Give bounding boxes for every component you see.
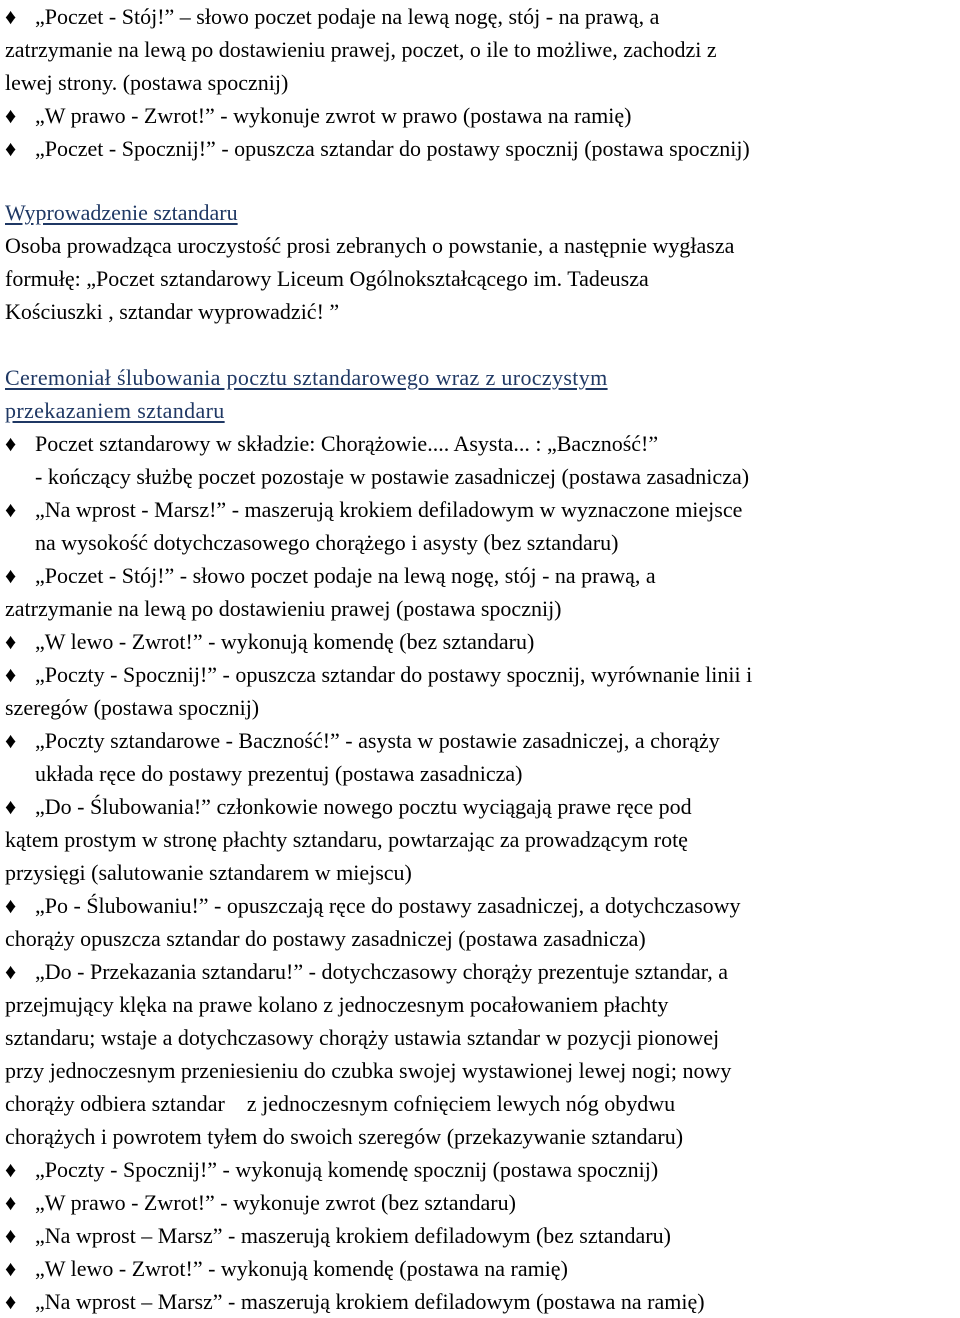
- text-line: chorążych i powrotem tyłem do swoich szeregów (przekazywanie sztandaru): [5, 1124, 684, 1149]
- text-line: Kościuszki , sztandar wyprowadzić! ”: [5, 299, 340, 324]
- text-line: na wysokość dotychczasowego chorążego i asysty (bez sztandaru): [35, 530, 619, 555]
- text-line: układa ręce do postawy prezentuj (postawa zasadnicza): [35, 761, 523, 786]
- list-item: ♦ „Do - Przekazania sztandaru!” - dotychczasowy chorąży prezentuje sztandar, a: [5, 955, 957, 988]
- text-line: ♦ „Poczet - Spocznij!” - opuszcza sztandar do postawy spocznij (postawa spocznij): [5, 132, 957, 165]
- text-line: sztandaru; wstaje a dotychczasowy chorąży ustawia sztandar w pozycji pionowej: [5, 1025, 720, 1050]
- text-line: zatrzymanie na lewą po dostawieniu prawej, poczet, o ile to możliwe, zachodzi z: [5, 37, 717, 62]
- diamond-bullet-icon: ♦: [5, 563, 17, 588]
- diamond-bullet-icon: ♦: [5, 103, 17, 128]
- diamond-bullet-icon: ♦: [5, 629, 17, 654]
- diamond-bullet-icon: ♦: [5, 794, 17, 819]
- text-line: kątem prostym w stronę płachty sztandaru, powtarzając za prowadzącym rotę: [5, 827, 688, 852]
- text-line: przy jednoczesnym przeniesieniu do czubka swojej wystawionej lewej nogi; nowy: [5, 1058, 732, 1083]
- text-line: chorąży opuszcza sztandar do postawy zasadniczej (postawa zasadnicza): [5, 926, 646, 951]
- list-item: ♦ Poczet sztandarowy w składzie: Chorążowie.... Asysta... : „Baczność!”: [5, 427, 957, 460]
- list-item: ♦ „Poczty - Spocznij!” - wykonują komendę spocznij (postawa spocznij): [5, 1153, 957, 1186]
- diamond-bullet-icon: ♦: [5, 497, 17, 522]
- diamond-bullet-icon: ♦: [5, 959, 17, 984]
- text-line: ♦ „W prawo - Zwrot!” - wykonuje zwrot w prawo (postawa na ramię): [5, 99, 957, 132]
- diamond-bullet-icon: ♦: [5, 431, 17, 456]
- list-item: ♦ „Poczet - Stój!” - słowo poczet podaje na lewą nogę, stój - na prawą, a: [5, 559, 957, 592]
- diamond-bullet-icon: ♦: [5, 1190, 17, 1215]
- diamond-bullet-icon: ♦: [5, 1289, 17, 1314]
- diamond-bullet-icon: ♦: [5, 662, 17, 687]
- section-heading: Ceremoniał ślubowania pocztu sztandarowego wraz z uroczystym: [5, 365, 608, 390]
- text-line: - kończący służbę poczet pozostaje w postawie zasadniczej (postawa zasadnicza): [35, 464, 750, 489]
- list-item: ♦ „W prawo - Zwrot!” - wykonuje zwrot (bez sztandaru): [5, 1186, 957, 1219]
- list-item: ♦ „Po - Ślubowaniu!” - opuszczają ręce do postawy zasadniczej, a dotychczasowy: [5, 889, 957, 922]
- diamond-bullet-icon: ♦: [5, 136, 17, 161]
- list-item: ♦ „Na wprost – Marsz” - maszerują krokiem defiladowym (bez sztandaru): [5, 1219, 957, 1252]
- diamond-bullet-icon: ♦: [5, 1223, 17, 1248]
- list-item: ♦ „Na wprost - Marsz!” - maszerują krokiem defiladowym w wyznaczone miejsce: [5, 493, 957, 526]
- list-item: ♦ „Do - Ślubowania!” członkowie nowego pocztu wyciągają prawe ręce pod: [5, 790, 957, 823]
- intro-commands: [5, 0, 957, 165]
- list-item: ♦ „Na wprost – Marsz” - maszerują krokiem defiladowym (postawa na ramię): [5, 1285, 957, 1318]
- section-ceremonial: [5, 361, 957, 1318]
- text-line: Osoba prowadząca uroczystość prosi zebranych o powstanie, a następnie wygłasza: [5, 233, 735, 258]
- list-item: ♦ „Poczty - Spocznij!” - opuszcza sztandar do postawy spocznij, wyrównanie linii i: [5, 658, 957, 691]
- text-line: formułę: „Poczet sztandarowy Liceum Ogólnokształcącego im. Tadeusza: [5, 266, 649, 291]
- list-item: ♦ „W lewo - Zwrot!” - wykonują komendę (postawa na ramię): [5, 1252, 957, 1285]
- list-item: ♦ „W lewo - Zwrot!” - wykonują komendę (bez sztandaru): [5, 625, 957, 658]
- diamond-bullet-icon: ♦: [5, 1157, 17, 1182]
- text-line: przejmujący klęka na prawe kolano z jednoczesnym pocałowaniem płachty: [5, 992, 669, 1017]
- list-item: ♦ „Poczty sztandarowe - Baczność!” - asysta w postawie zasadniczej, a chorąży: [5, 724, 957, 757]
- text-line: ♦ „Poczet - Stój!” – słowo poczet podaje na lewą nogę, stój - na prawą, a: [5, 0, 957, 33]
- diamond-bullet-icon: ♦: [5, 728, 17, 753]
- section-heading: Wyprowadzenie sztandaru: [5, 200, 238, 225]
- text-line: chorąży odbiera sztandar z jednoczesnym cofnięciem lewych nóg obydwu: [5, 1091, 676, 1116]
- diamond-bullet-icon: ♦: [5, 4, 17, 29]
- text-line: szeregów (postawa spocznij): [5, 695, 260, 720]
- text-line: przysięgi (salutowanie sztandarem w miejscu): [5, 860, 412, 885]
- text-line: lewej strony. (postawa spocznij): [5, 70, 289, 95]
- section-wyprowadzenie: [5, 196, 957, 328]
- text-line: zatrzymanie na lewą po dostawieniu prawej (postawa spocznij): [5, 596, 562, 621]
- diamond-bullet-icon: ♦: [5, 1256, 17, 1281]
- diamond-bullet-icon: ♦: [5, 893, 17, 918]
- section-heading: przekazaniem sztandaru: [5, 398, 225, 423]
